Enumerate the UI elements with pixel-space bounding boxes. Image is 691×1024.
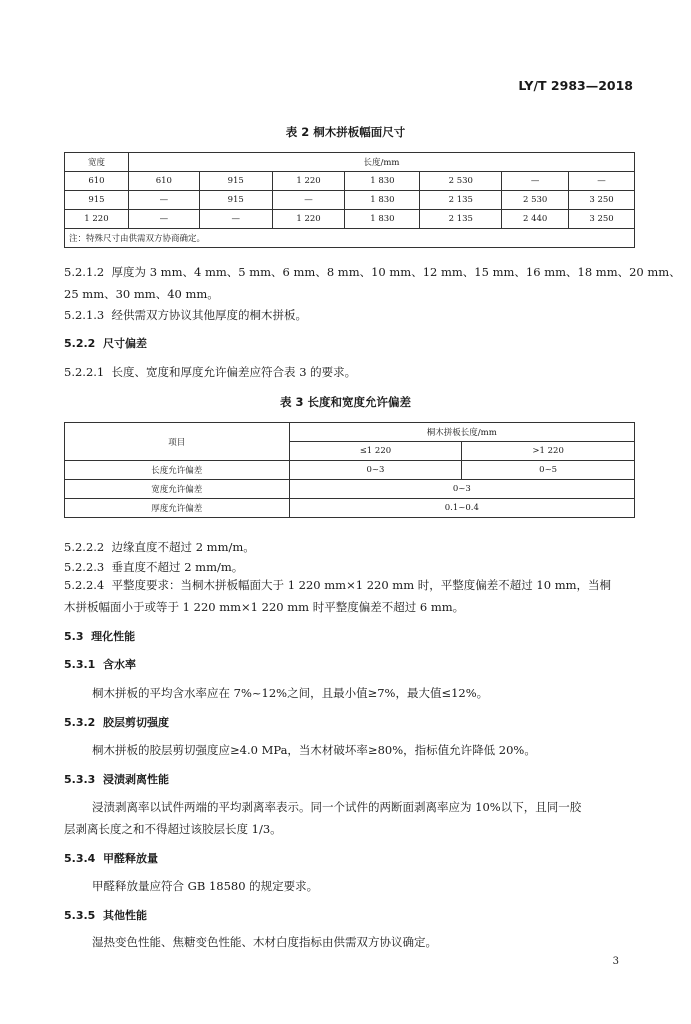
header-le-1220: ≤1 220 xyxy=(289,442,462,461)
table-cell: 915 xyxy=(199,172,272,191)
table-row xyxy=(65,191,635,210)
table-cell: 0~3 xyxy=(289,480,634,499)
header-item: 项目 xyxy=(65,423,290,461)
header-length: 长度/mm xyxy=(128,153,634,172)
section-number: 5.3.3 xyxy=(64,773,96,786)
table-cell: 1 830 xyxy=(345,210,420,229)
table-cell: 0~5 xyxy=(462,461,635,480)
table-2-panel-sizes xyxy=(64,152,635,248)
section-number: 5.2.2 xyxy=(64,337,96,350)
table3-caption: 表 3 长度和宽度允许偏差 xyxy=(279,395,411,409)
table-cell: 厚度允许偏差 xyxy=(65,499,290,518)
table-row xyxy=(65,480,635,499)
clause-number: 5.2.2.3 xyxy=(64,560,105,574)
section-title: 尺寸偏差 xyxy=(103,337,147,350)
clause-text: 垂直度不超过 2 mm/m。 xyxy=(111,560,244,574)
section-number: 5.3.5 xyxy=(64,909,96,922)
clause-text: 经供需双方协议其他厚度的桐木拼板。 xyxy=(111,308,308,322)
clause-text: 桐木拼板的平均含水率应在 7%~12%之间，且最小值≥7%，最大值≤12%。 xyxy=(92,686,489,700)
table-cell: 长度允许偏差 xyxy=(65,461,290,480)
table-cell: — xyxy=(128,191,199,210)
table-cell: 2 530 xyxy=(502,191,569,210)
section-title: 含水率 xyxy=(103,658,136,671)
table-cell: — xyxy=(128,210,199,229)
clause-number: 5.2.1.2 xyxy=(64,265,105,279)
clause-text: 桐木拼板的胶层剪切强度应≥4.0 MPa，当木材破坏率≥80%，指标值允许降低 20%。 xyxy=(92,743,536,757)
section-title: 其他性能 xyxy=(103,909,147,922)
table-cell: 2 530 xyxy=(420,172,502,191)
table-note-row xyxy=(65,229,635,248)
section-number: 5.3.1 xyxy=(64,658,96,671)
clause-text: 湿热变色性能、焦糖变色性能、木材白度指标由供需双方协议确定。 xyxy=(92,935,437,949)
table-cell: 2 440 xyxy=(502,210,569,229)
clause-text: 边缘直度不超过 2 mm/m。 xyxy=(111,540,255,554)
table-cell: 2 135 xyxy=(420,191,502,210)
table-cell: 宽度允许偏差 xyxy=(65,480,290,499)
table-cell: 915 xyxy=(199,191,272,210)
section-number: 5.3.2 xyxy=(64,716,96,729)
table-row xyxy=(65,210,635,229)
table-cell: 0.1~0.4 xyxy=(289,499,634,518)
table-row xyxy=(65,461,635,480)
clause-text: 甲醛释放量应符合 GB 18580 的规定要求。 xyxy=(92,879,319,893)
table-cell: — xyxy=(569,172,635,191)
table-cell: 1 220 xyxy=(272,210,345,229)
clause-number: 5.2.2.4 xyxy=(64,578,105,592)
section-number: 5.3.4 xyxy=(64,852,96,865)
header-width: 宽度 xyxy=(65,153,129,172)
header-gt-1220: >1 220 xyxy=(462,442,635,461)
standard-number: LY/T 2983—2018 xyxy=(518,78,633,93)
table-cell: 2 135 xyxy=(420,210,502,229)
table-cell: 610 xyxy=(128,172,199,191)
table-cell: 3 250 xyxy=(569,191,635,210)
table-cell: 1 830 xyxy=(345,191,420,210)
clause-text: 层剥离长度之和不得超过该胶层长度 1/3。 xyxy=(64,822,282,836)
header-length-group: 桐木拼板长度/mm xyxy=(289,423,634,442)
table-cell: — xyxy=(502,172,569,191)
table-header-row xyxy=(65,423,635,442)
clause-number: 5.2.2.2 xyxy=(64,540,105,554)
table-cell: 1 830 xyxy=(345,172,420,191)
table-cell: 610 xyxy=(65,172,129,191)
clause-text: 长度、宽度和厚度允许偏差应符合表 3 的要求。 xyxy=(111,365,357,379)
clause-text: 25 mm、30 mm、40 mm。 xyxy=(64,287,219,301)
table2-caption: 表 2 桐木拼板幅面尺寸 xyxy=(285,125,406,139)
section-title: 甲醛释放量 xyxy=(103,852,158,865)
table-note: 注：特殊尺寸由供需双方协商确定。 xyxy=(65,229,635,248)
page-number: 3 xyxy=(612,956,619,967)
clause-text: 浸渍剥离率以试件两端的平均剥离率表示。同一个试件的两断面剥离率应为 10%以下，且同一胶 xyxy=(92,800,582,814)
table-cell: — xyxy=(199,210,272,229)
table-3-tolerances xyxy=(64,422,635,518)
table-row xyxy=(65,172,635,191)
table-row xyxy=(65,499,635,518)
clause-text: 平整度要求：当桐木拼板幅面大于 1 220 mm×1 220 mm 时，平整度偏差不超过 10 mm，当桐 xyxy=(111,578,612,592)
table-cell: — xyxy=(272,191,345,210)
section-title: 理化性能 xyxy=(91,630,136,643)
table-cell: 0~3 xyxy=(289,461,462,480)
section-number: 5.3 xyxy=(64,630,84,643)
table-cell: 915 xyxy=(65,191,129,210)
section-title: 浸渍剥离性能 xyxy=(103,773,169,786)
table-cell: 1 220 xyxy=(272,172,345,191)
table-cell: 3 250 xyxy=(569,210,635,229)
clause-text: 厚度为 3 mm、4 mm、5 mm、6 mm、8 mm、10 mm、12 mm、15 mm、16 mm、18 mm、20 mm、 xyxy=(111,265,681,279)
clause-number: 5.2.2.1 xyxy=(64,365,105,379)
table-cell: 1 220 xyxy=(65,210,129,229)
table-header-row xyxy=(65,153,635,172)
section-title: 胶层剪切强度 xyxy=(103,716,169,729)
clause-number: 5.2.1.3 xyxy=(64,308,105,322)
clause-text: 木拼板幅面小于或等于 1 220 mm×1 220 mm 时平整度偏差不超过 6 mm。 xyxy=(64,600,465,614)
